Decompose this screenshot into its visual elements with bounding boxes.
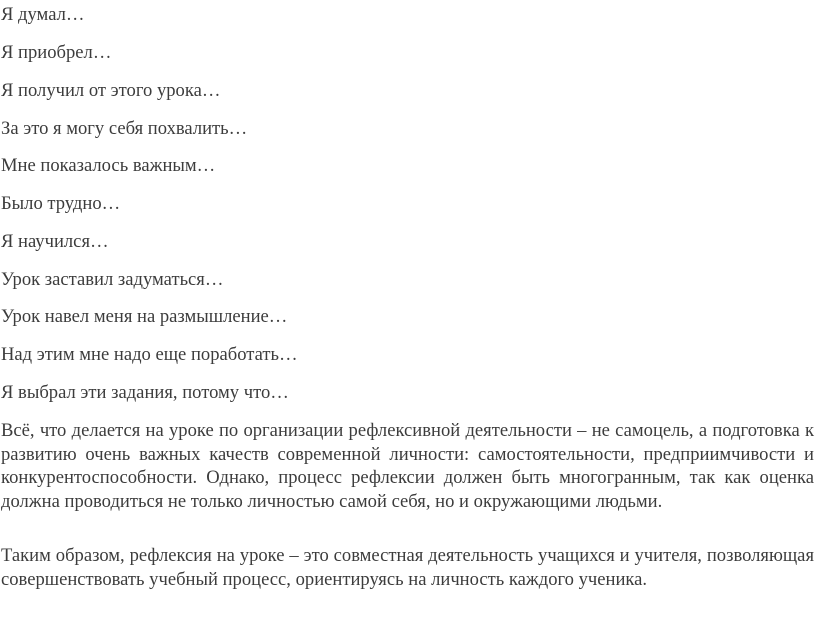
- prompt-line-3: Я получил от этого урока…: [1, 80, 221, 101]
- prompt-line-10: Над этим мне надо еще поработать…: [1, 344, 298, 365]
- prompt-line-11: Я выбрал эти задания, потому что…: [1, 382, 289, 403]
- prompt-line-4: За это я могу себя похвалить…: [1, 118, 248, 139]
- prompt-line-2: Я приобрел…: [1, 42, 112, 63]
- prompt-line-7: Я научился…: [1, 231, 109, 252]
- prompt-line-6: Было трудно…: [1, 193, 121, 214]
- prompt-line-9: Урок навел меня на размышление…: [1, 306, 288, 327]
- paragraph-reflection-purpose: Всё, что делается на уроке по организации рефлексивной деятельности – не самоцель, а подготовка к развитию очень важных качеств современной личности: самостоятельности, предприимчивости и конкурентоспособности. Однако, процесс рефлексии должен быть многогранным, так как оценка должна проводиться не только личностью самой себя, но и окружающими людьми.: [1, 420, 814, 512]
- prompt-line-5: Мне показалось важным…: [1, 155, 216, 176]
- paragraph-conclusion: Таким образом, рефлексия на уроке – это совместная деятельность учащихся и учителя, позволяющая совершенствовать учебный процесс, ориентируясь на личность каждого ученика.: [1, 545, 814, 590]
- prompt-line-8: Урок заставил задуматься…: [1, 269, 224, 290]
- prompt-line-1: Я думал…: [1, 4, 85, 25]
